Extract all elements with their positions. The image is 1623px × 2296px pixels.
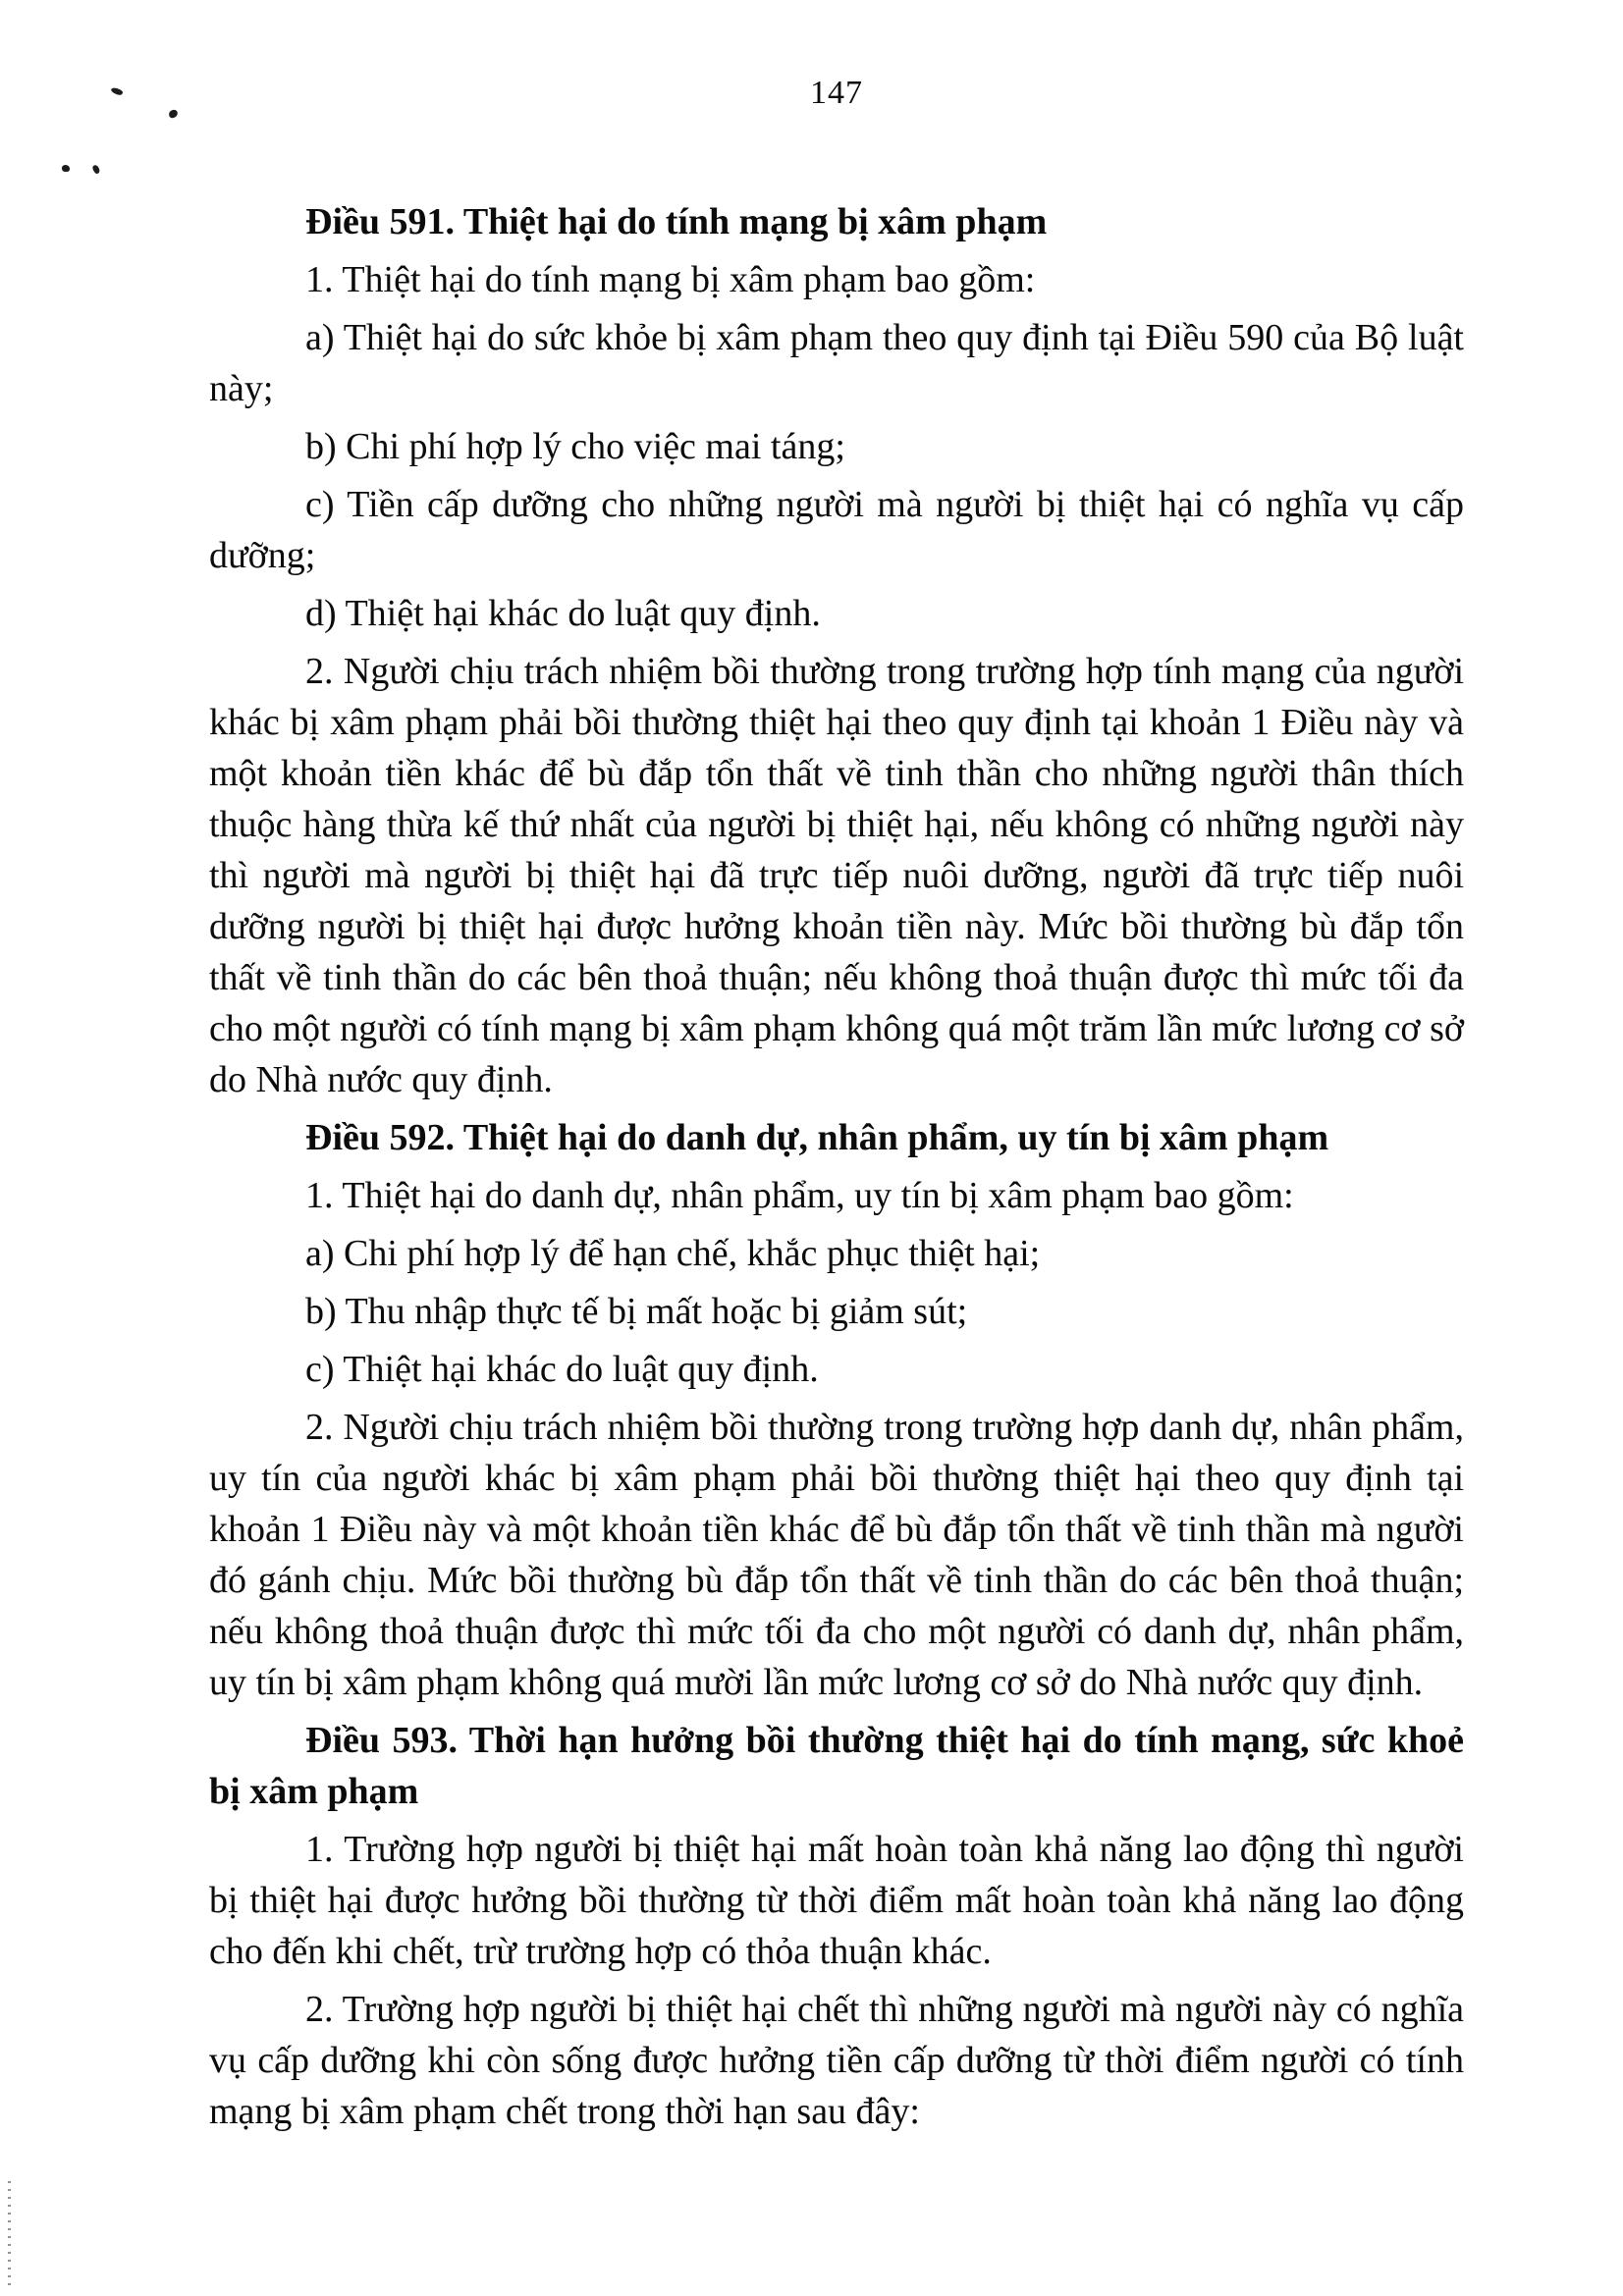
article-591-heading: Điều 591. Thiệt hại do tính mạng bị xâm phạm — [305, 201, 1048, 242]
article-591-clause-2: 2. Người chịu trách nhiệm bồi thường trong trường hợp tính mạng của người khác bị xâm phạm phải bồi thường thiệt hại theo quy định tại khoản 1 Điều này và một khoản tiền khác để bù đắp tổn thất về tinh thần cho những người thân thích thuộc hàng thừa kế thứ nhất của người bị thiệt hại, nếu không có những người này thì người mà người bị thiệt hại đã trực tiếp nuôi dưỡng, người đã trực tiếp nuôi dưỡng người bị thiệt hại được hưởng khoản tiền này. Mức bồi thường bù đắp tổn thất về tinh thần do các bên thoả thuận; nếu không thoả thuận được thì mức tối đa cho một người có tính mạng bị xâm phạm không quá một trăm lần mức lương cơ sở do Nhà nước quy định. — [209, 651, 1464, 1100]
page-number: 147 — [810, 75, 863, 111]
article-592-point-a: a) Chi phí hợp lý để hạn chế, khắc phục thiệt hại; — [305, 1233, 1041, 1274]
article-593-heading: Điều 593. Thời hạn hưởng bồi thường thiệt hại do tính mạng, sức khoẻ bị xâm phạm — [209, 1720, 1464, 1812]
article-592-clause-1: 1. Thiệt hại do danh dự, nhân phẩm, uy tín bị xâm phạm bao gồm: — [305, 1175, 1294, 1216]
article-592-heading: Điều 592. Thiệt hại do danh dự, nhân phẩm, uy tín bị xâm phạm — [305, 1117, 1329, 1158]
article-592-clause-2: 2. Người chịu trách nhiệm bồi thường trong trường hợp danh dự, nhân phẩm, uy tín của người khác bị xâm phạm phải bồi thường thiệt hại theo quy định tại khoản 1 Điều này và một khoản tiền khác để bù đắp tổn thất về tinh thần mà người đó gánh chịu. Mức bồi thường bù đắp tổn thất về tinh thần do các bên thoả thuận; nếu không thoả thuận được thì mức tối đa cho một người có danh dự, nhân phẩm, uy tín bị xâm phạm không quá mười lần mức lương cơ sở do Nhà nước quy định. — [209, 1407, 1464, 1703]
article-591-clause-1: 1. Thiệt hại do tính mạng bị xâm phạm bao gồm: — [305, 259, 1036, 300]
scan-speck — [168, 109, 179, 119]
scan-speck — [62, 165, 70, 172]
article-592-point-b: b) Thu nhập thực tế bị mất hoặc bị giảm sút; — [305, 1291, 968, 1332]
article-591-point-d: d) Thiệt hại khác do luật quy định. — [305, 593, 821, 634]
scan-speck — [110, 86, 123, 97]
page-body — [209, 196, 1464, 2144]
article-591-point-b: b) Chi phí hợp lý cho việc mai táng; — [305, 426, 845, 467]
scan-speck — [91, 164, 101, 175]
article-591-point-c: c) Tiền cấp dưỡng cho những người mà người bị thiệt hại có nghĩa vụ cấp dưỡng; — [209, 484, 1464, 576]
scan-edge-artifact — [8, 2181, 11, 2291]
article-591-point-a: a) Thiệt hại do sức khỏe bị xâm phạm theo quy định tại Điều 590 của Bộ luật này; — [209, 317, 1464, 409]
article-592-point-c: c) Thiệt hại khác do luật quy định. — [305, 1349, 819, 1390]
article-593-clause-1: 1. Trường hợp người bị thiệt hại mất hoàn toàn khả năng lao động thì người bị thiệt hại được hưởng bồi thường từ thời điểm mất hoàn toàn khả năng lao động cho đến khi chết, trừ trường hợp có thỏa thuận khác. — [209, 1829, 1464, 1972]
article-593-clause-2: 2. Trường hợp người bị thiệt hại chết thì những người mà người này có nghĩa vụ cấp dưỡng khi còn sống được hưởng tiền cấp dưỡng từ thời điểm người có tính mạng bị xâm phạm chết trong thời hạn sau đây: — [209, 1989, 1464, 2132]
